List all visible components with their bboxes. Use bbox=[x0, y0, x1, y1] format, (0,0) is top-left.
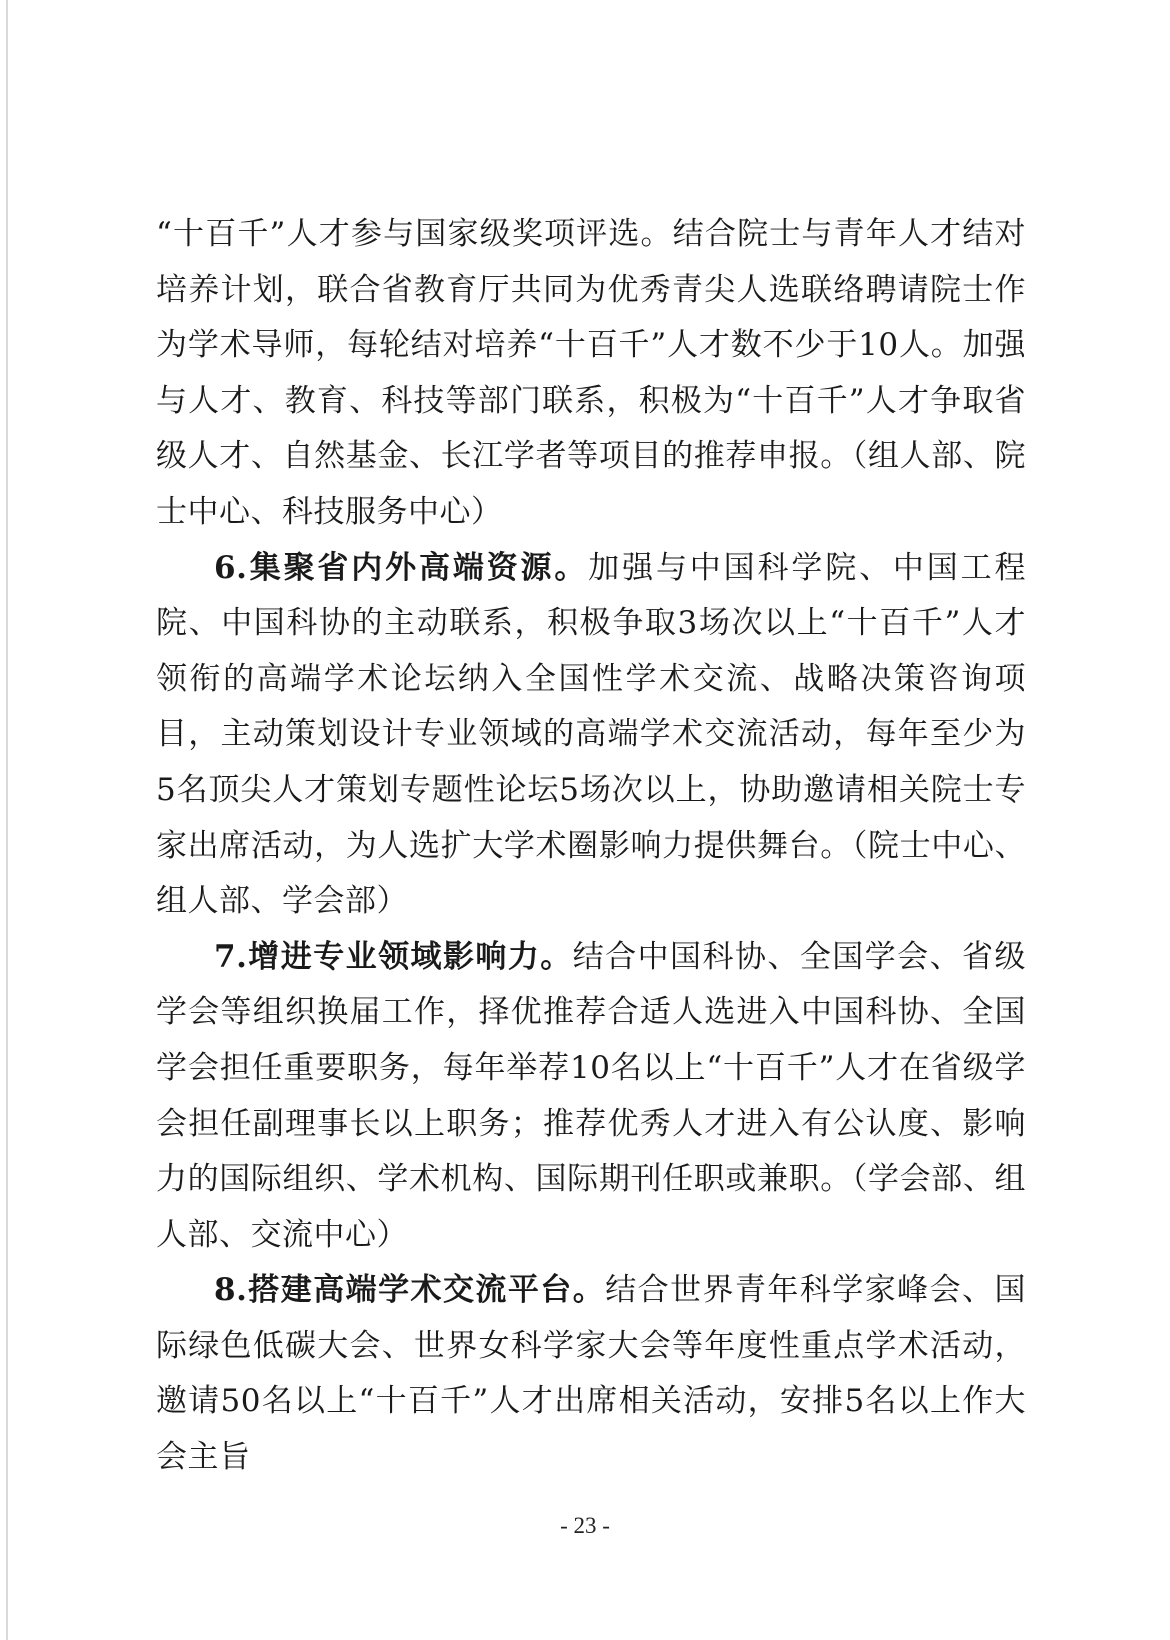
paragraph-heading: 7.增进专业领域影响力。 bbox=[214, 938, 573, 975]
paragraph-item-6 bbox=[156, 541, 1026, 930]
page-number: - 23 - bbox=[560, 1513, 610, 1538]
paragraph-text: 结合世界青年科学家峰会、国际绿色低碳大会、世界女科学家大会等年度性重点学术活动，邀请50名以上“十百千”人才出席相关活动，安排5名以上作大会主旨 bbox=[156, 1272, 1026, 1476]
paragraph-heading: 6.集聚省内外高端资源。 bbox=[214, 549, 589, 586]
paragraph-text: 结合中国科协、全国学会、省级学会等组织换届工作，择优推荐合适人选进入中国科协、全国学会担任重要职务，每年举荐10名以上“十百千”人才在省级学会担任副理事长以上职务；推荐优秀人才进入有公认度、影响力的国际组织、学术机构、国际期刊任职或兼职。（学会部、组人部、交流中心） bbox=[156, 938, 1026, 1253]
page-edge-shadow bbox=[6, 0, 8, 1640]
paragraph-text: “十百千”人才参与国家级奖项评选。结合院士与青年人才结对培养计划，联合省教育厅共同为优秀青尖人选联络聘请院士作为学术导师，每轮结对培养“十百千”人才数不少于10人。加强与人才、教育、科技等部门联系，积极为“十百千”人才争取省级人才、自然基金、长江学者等项目的推荐申报。（组人部、院士中心、科技服务中心） bbox=[156, 216, 1026, 530]
document-body bbox=[156, 207, 1026, 1486]
paragraph-text: 加强与中国科学院、中国工程院、中国科协的主动联系，积极争取3场次以上“十百千”人才领衔的高端学术论坛纳入全国性学术交流、战略决策咨询项目，主动策划设计专业领域的高端学术交流活动，每年至少为5名顶尖人才策划专题性论坛5场次以上，协助邀请相关院士专家出席活动，为人选扩大学术圈影响力提供舞台。（院士中心、组人部、学会部） bbox=[156, 549, 1026, 920]
paragraph-continuation bbox=[156, 207, 1026, 541]
paragraph-item-8 bbox=[156, 1263, 1026, 1485]
paragraph-item-7 bbox=[156, 930, 1026, 1264]
paragraph-heading: 8.搭建高端学术交流平台。 bbox=[214, 1272, 606, 1309]
